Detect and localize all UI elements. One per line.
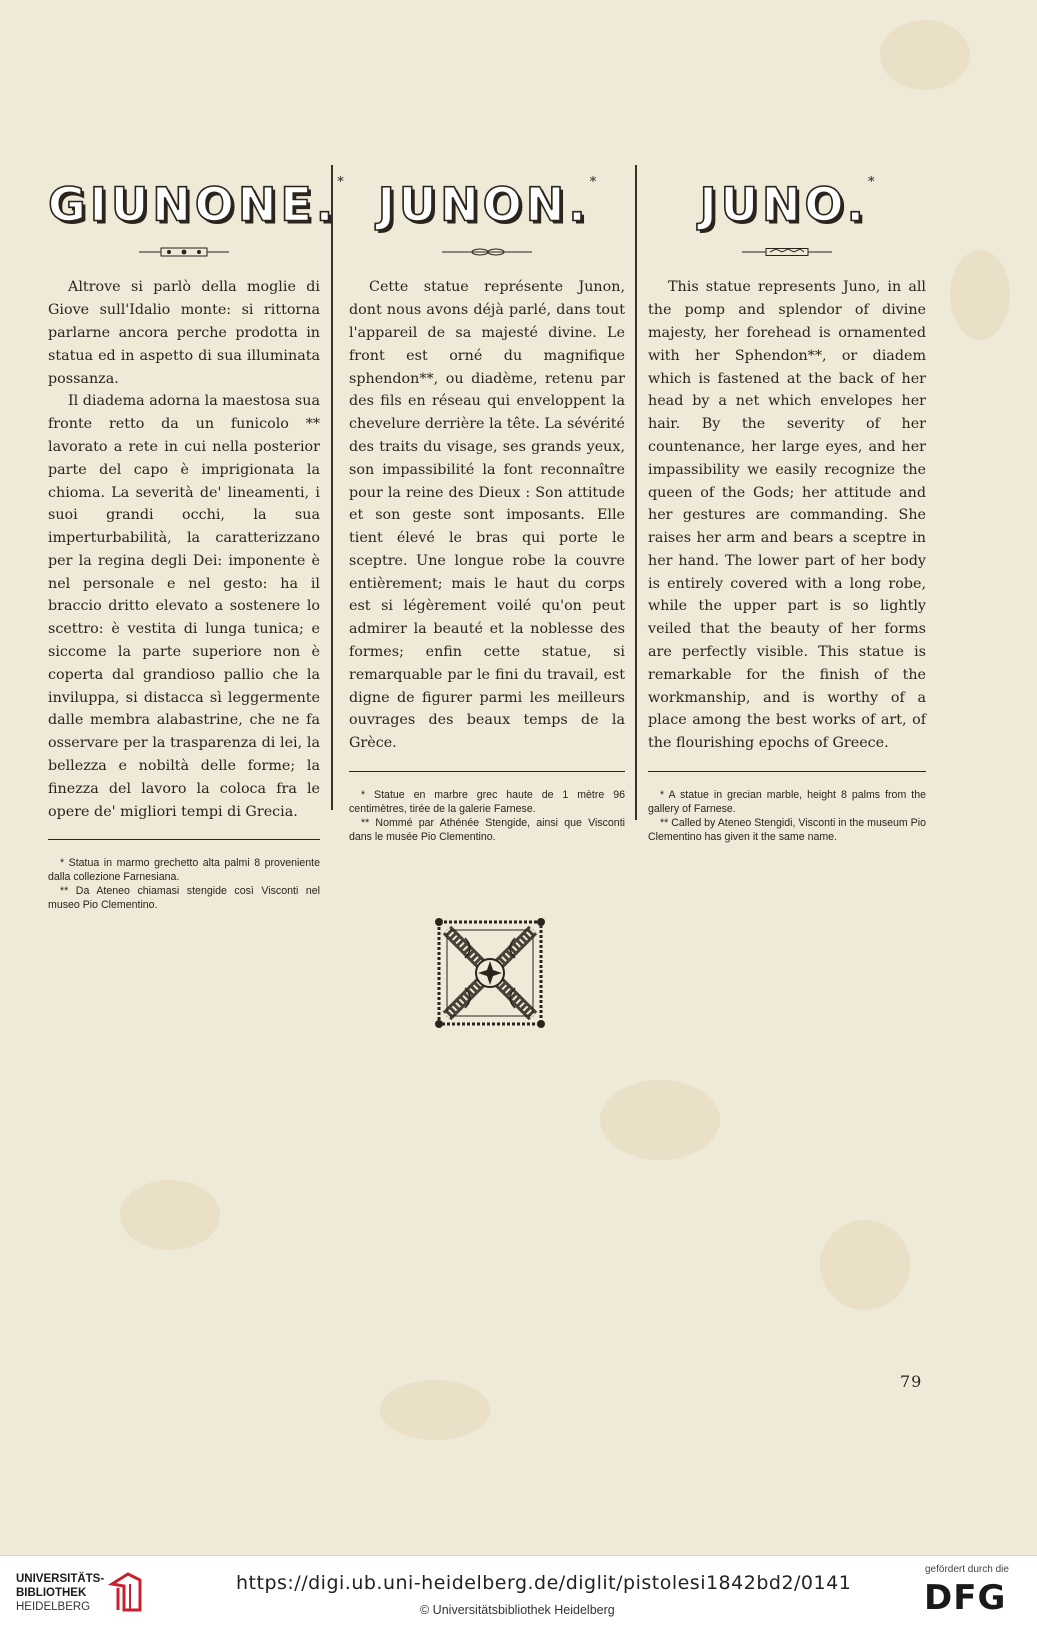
- footnotes-english: [648, 788, 926, 844]
- column-rule-left: [331, 165, 333, 810]
- title-english-text: JUNO.: [699, 177, 869, 232]
- funding-caption: gefördert durch die: [925, 1564, 1009, 1575]
- library-name-line: UNIVERSITÄTS-: [16, 1573, 105, 1585]
- footnote: * A statue in grecian marble, height 8 palms from the gallery of Farnese.: [648, 789, 926, 816]
- foxing-stain: [120, 1180, 220, 1250]
- permalink-url[interactable]: https://digi.ub.uni-heidelberg.de/diglit/pistolesi1842bd2/0141: [236, 1572, 852, 1594]
- paragraph: Il diadema adorna la maestosa sua fronte retto da un funicolo ** lavorato a rete in cui nella posterior parte del capo è imprigionata la chioma. La severità de' lineamenti, i suoi grandi occhi, la sua imperturbabilità, la caratterizzano per la regina degli Dei: imponente è nel personale e nel gesto: ha il braccio dritto elevato a sostenere lo scettro: è vestita di lunga tunica; e siccome la parte superiore non è coperta dal grandioso pallio che la inviluppa, si distacca sì leggermente dalle membra alabastrine, che ne fa osservare per la trasparenza di lei, la bellezza e nobiltà delle forme; la finezza del lavoro la coloca fra le opere de' migliori tempi di Grecia.: [48, 393, 320, 820]
- column-rule-right: [635, 165, 637, 820]
- title-italian: [48, 173, 344, 232]
- column-italian: [48, 165, 344, 912]
- footnotes-italian: [48, 856, 320, 912]
- body-italian: [48, 276, 320, 823]
- footnote: * Statue en marbre grec haute de 1 mètre 96 centimètres, tirée de la galerie Farnese.: [349, 789, 625, 816]
- footnote: ** Da Ateneo chiamasi stengide così Visconti nel museo Pio Clementino.: [48, 885, 320, 912]
- title-french-mark: *: [589, 175, 597, 190]
- library-name-line: HEIDELBERG: [16, 1601, 91, 1613]
- ornament-divider-icon: [442, 246, 532, 258]
- library-name[interactable]: [16, 1572, 104, 1614]
- title-italian-text: GIUNONE.: [48, 177, 338, 232]
- paragraph: This statue represents Juno, in all the pomp and splendor of divine majesty, her forehead is ornamented with her Sphendon**, or diadem which is fastened at the back of her head by a net which envelopes her hair. By the severity of her countenance, her large eyes, and her impassibility we easily recognize the queen of the Gods; her attitude and her gestures are commanding. She raises her arm and bears a sceptre in her hand. The lower part of her body is entirely covered with a long robe, while the upper part is so lightly veiled that the beauty of her forms are perfectly visible. This statue is remarkable for the finish of the workmanship, and is worthy of a place among the best works of art, of the flourishing epochs of Greece.: [648, 279, 926, 752]
- title-italian-mark: *: [337, 175, 344, 190]
- footnote-separator: [648, 771, 926, 772]
- column-english: [648, 165, 926, 844]
- body-french: [349, 276, 625, 755]
- foxing-stain: [950, 250, 1010, 340]
- title-french: [349, 173, 625, 232]
- dfg-logo[interactable]: DFG: [924, 1578, 1007, 1618]
- footer-bar: [0, 1555, 1037, 1628]
- foxing-stain: [380, 1380, 490, 1440]
- foxing-stain: [880, 20, 970, 90]
- footnote-separator: [349, 771, 625, 772]
- foxing-stain: [600, 1080, 720, 1160]
- title-english: [648, 173, 926, 232]
- title-english-mark: *: [868, 175, 875, 190]
- decorative-emblem-icon: [435, 918, 545, 1028]
- ornament-divider-icon: [742, 246, 832, 258]
- footnote: * Statua in marmo grechetto alta palmi 8 proveniente dalla collezione Farnesiana.: [48, 857, 320, 884]
- footnote: ** Called by Ateneo Stengidi, Visconti in the museum Pio Clementino has given it the same name.: [648, 817, 926, 844]
- footnotes-french: [349, 788, 625, 844]
- column-french: [349, 165, 625, 844]
- body-english: [648, 276, 926, 755]
- title-french-text: JUNON.: [377, 177, 590, 232]
- library-logo-icon[interactable]: [108, 1570, 144, 1614]
- copyright-notice: © Universitätsbibliothek Heidelberg: [420, 1603, 615, 1617]
- footnote: ** Nommé par Athénée Stengide, ainsi que Visconti dans le musée Pio Clementino.: [349, 817, 625, 844]
- paragraph: Cette statue représente Junon, dont nous avons déjà parlé, dans tout l'appareil de sa majesté divine. Le front est orné du magnifique sphendon**, ou diadème, retenu par des fils en réseau qui enveloppent la chevelure derrière la tête. La sévérité des traits du visage, ses grands yeux, son impassibilité la font reconnaître pour la reine des Dieux : Son attitude et son geste sont imposants. Elle tient élevé le bras qui porte le sceptre. Une longue robe la couvre entièrement; mais le haut du corps est si légèrement voilé qu'on peut admirer la beauté et la noblesse des formes; enfin cette statue, si remarquable par le fini du travail, est digne de figurer parmi les meilleurs ouvrages des beaux temps de la Grèce.: [349, 279, 625, 752]
- page-number: 79: [900, 1372, 923, 1391]
- library-name-line: BIBLIOTHEK: [16, 1587, 87, 1599]
- ornament-divider-icon: [139, 246, 229, 258]
- foxing-stain: [820, 1220, 910, 1310]
- paragraph: Altrove si parlò della moglie di Giove sull'Idalio monte: si rittorna parlarne ancora perche prodotta in statua ed in aspetto di sua illuminata possanza.: [48, 279, 320, 387]
- footnote-separator: [48, 839, 320, 840]
